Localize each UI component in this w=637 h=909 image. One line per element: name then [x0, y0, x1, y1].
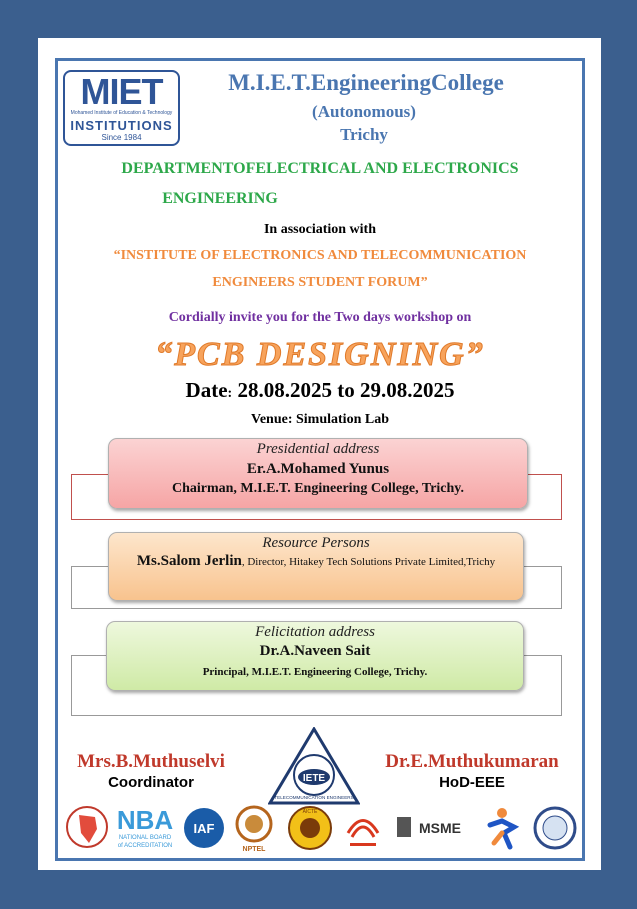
association-text: In association with [263, 222, 377, 237]
card-heading: Presidential address [256, 441, 380, 457]
nba-sub-2: of ACCREDITATION [117, 843, 173, 849]
iaf-logo-icon [182, 803, 226, 858]
department-line-1: DEPARTMENTOFELECTRICAL AND ELECTRONICS [121, 160, 519, 177]
person-logo-icon [480, 803, 524, 858]
autonomous-label: (Autonomous) [312, 102, 416, 121]
nba-sub-1: NATIONAL BOARD [118, 835, 172, 841]
date-label: Date [185, 378, 228, 402]
card-felicitation [106, 621, 524, 691]
card-resource [108, 532, 524, 601]
workshop-title: “PCB DESIGNING” [155, 336, 485, 373]
logo-tagline: Mohamed Institute of Education & Technology [70, 110, 173, 116]
invite-text: Cordially invite you for the Two days workshop on [168, 310, 472, 325]
hod-name: Dr.E.Muthukumaran [385, 751, 559, 772]
card-role: , Director, Hitakey Tech Solutions Private Limited,Trichy [241, 556, 496, 568]
venue-text: Venue: Simulation Lab [251, 412, 389, 427]
card-role: Chairman, M.I.E.T. Engineering College, Trichy. [171, 481, 465, 496]
iete-text: IETE [302, 773, 326, 784]
nba-text: NBA [116, 805, 174, 835]
logo-institutions: INSTITUTIONS [70, 118, 173, 133]
date-value: 28.08.2025 to 29.08.2025 [232, 378, 455, 402]
card-heading: Felicitation address [255, 624, 375, 640]
iete-bottom-text: TELECOMMUNICATION ENGINEERS [274, 795, 354, 800]
institute-line-1: “INSTITUTE OF ELECTRONICS AND TELECOMMUNICATION [113, 248, 527, 263]
miet-logo [63, 70, 180, 146]
india-map-emblem-icon [65, 803, 109, 858]
msme-logo-icon [394, 803, 470, 858]
nptel-logo-icon [228, 803, 280, 858]
iaf-text: IAF [193, 821, 215, 836]
footer-logos [60, 803, 580, 855]
city-label: Trichy [340, 125, 388, 144]
logo-since: Since 1984 [101, 133, 142, 142]
workshop-date [70, 378, 570, 403]
institute-line-2: ENGINEERS STUDENT FORUM” [212, 275, 428, 290]
coordinator-name: Mrs.B.Muthuselvi [77, 751, 225, 772]
hod-role: HoD-EEE [439, 774, 505, 791]
msme-text: MSME [419, 820, 461, 836]
nptel-text: NPTEL [242, 846, 266, 853]
emblem-logo-icon [340, 803, 386, 858]
card-detail [109, 555, 523, 569]
card-name: Ms.Salom Jerlin [136, 553, 242, 569]
aicte-logo-icon [286, 803, 334, 858]
card-name: Dr.A.Naveen Sait [259, 643, 371, 659]
seal-logo-icon [532, 803, 578, 858]
card-role: Principal, M.I.E.T. Engineering College, Trichy. [202, 666, 428, 678]
coordinator-role: Coordinator [108, 774, 194, 791]
card-name: Er.A.Mohamed Yunus [246, 461, 390, 477]
card-heading: Resource Persons [262, 535, 370, 551]
aicte-text: AICTE [302, 809, 318, 815]
college-name: M.I.E.T.EngineeringCollege [228, 70, 504, 95]
department-line-2: ENGINEERING [162, 190, 278, 207]
date-colon: : [227, 386, 233, 401]
iete-logo [268, 727, 360, 805]
card-presidential [108, 438, 528, 509]
nba-logo-icon [112, 803, 178, 858]
logo-main-text: MIET [80, 71, 163, 112]
